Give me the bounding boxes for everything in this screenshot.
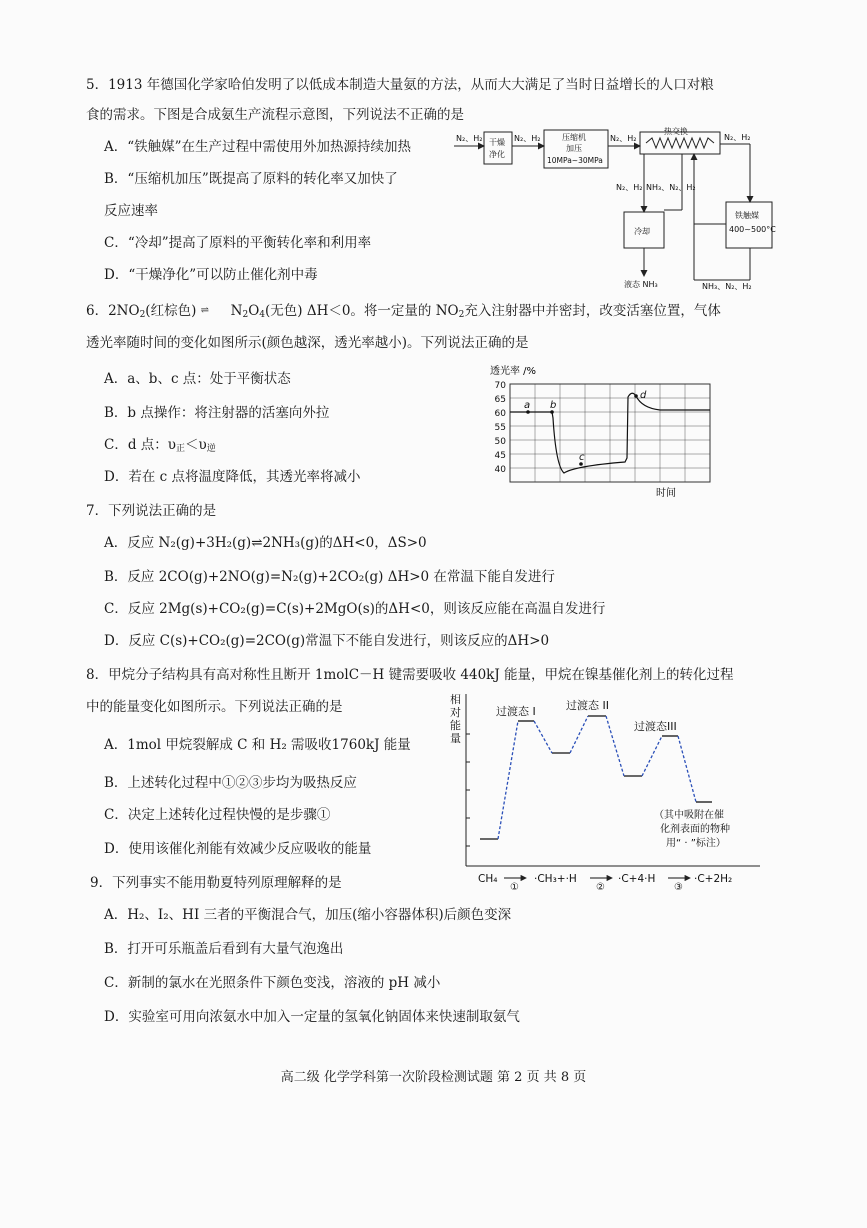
species-c-2h2: ·C+2H₂	[694, 873, 733, 885]
path-step2-down	[606, 716, 624, 776]
ytick: 70	[494, 381, 506, 391]
species-ch4: CH₄	[478, 873, 498, 885]
species-c-4h: ·C+4·H	[618, 873, 656, 885]
point-d-label: d	[640, 390, 647, 401]
ytick: 65	[494, 395, 506, 405]
mix-down-label: NH₃、N₂、H₂	[646, 183, 696, 192]
dryer-label-1: 干燥	[489, 138, 505, 147]
path-step2-up	[570, 716, 588, 753]
q6-stem-part: O	[248, 303, 260, 319]
step-3-marker: ③	[674, 882, 683, 890]
q6-stem-part: N	[230, 303, 243, 319]
q5-option-c: C．“冷却”提高了原料的平衡转化率和利用率	[104, 235, 372, 251]
q6-c-sub: 逆	[206, 444, 216, 454]
heat-exchanger-label: 热交换	[664, 127, 688, 136]
equilibrium-arrow: ⇌	[200, 305, 210, 316]
path-step3-up	[642, 736, 662, 776]
energy-ylabel-2: 对	[450, 706, 461, 719]
energy-ylabel-3: 能	[450, 719, 461, 732]
q6-option-c	[104, 436, 216, 458]
q6-stem-line2: 透光率随时间的变化如图所示(颜色越深，透光率越小)。下列说法正确的是	[86, 335, 529, 351]
chart-xlabel: 时间	[656, 488, 676, 499]
species-ch3-h: ·CH₃+·H	[534, 873, 577, 885]
path-step1-down	[534, 721, 552, 753]
q6-stem-part: 6．2NO	[86, 303, 140, 319]
hx-out-label: N₂、H₂	[724, 133, 751, 142]
q6-stem-part: 充入注射器中并密封，改变活塞位置，气体	[464, 303, 721, 319]
ytick: 40	[494, 465, 506, 475]
liquid-ammonia-label: 液态 NH₃	[624, 280, 658, 289]
energy-ylabel-4: 量	[450, 732, 461, 745]
feed-label: N₂、H₂	[456, 134, 483, 143]
q6-c-part: ＜υ	[185, 437, 207, 453]
ytick: 50	[494, 437, 506, 447]
transmittance-chart	[480, 362, 720, 502]
ytick: 45	[494, 451, 506, 461]
ytick: 60	[494, 409, 506, 419]
q8-option-d: D．使用该催化剂能有效减少反应吸收的能量	[104, 841, 372, 857]
q6-option-a: A．a、b、c 点：处于平衡状态	[104, 371, 291, 387]
path-step3-down	[678, 736, 696, 802]
recycle-label: N₂、H₂	[616, 183, 643, 192]
q5-stem-line1: 5．1913 年德国化学家哈伯发明了以低成本制造大量氨的方法，从而大大满足了当时日益增长的人口对粮	[86, 77, 714, 93]
q7-option-b: B．反应 2CO(g)+2NO(g)=N₂(g)+2CO₂(g) ΔH>0 在常温下能自发进行	[104, 569, 555, 585]
cooler-label: 冷却	[634, 227, 650, 236]
q9-option-b: B．打开可乐瓶盖后看到有大量气泡逸出	[104, 941, 344, 957]
q5-stem-line2: 食的需求。下图是合成氨生产流程示意图，下列说法不正确的是	[86, 107, 464, 123]
q6-option-b: B．b 点操作：将注射器的活塞向外拉	[104, 405, 330, 421]
step-2-marker: ②	[596, 882, 605, 890]
ts3-label: 过渡态III	[634, 720, 677, 733]
compressor-out-label: N₂、H₂	[610, 134, 637, 143]
note-line2: 化剂表面的物种	[660, 824, 730, 835]
q8-option-a: A．1mol 甲烷裂解成 C 和 H₂ 需吸收1760kJ 能量	[104, 737, 411, 753]
q8-stem-line1: 8．甲烷分子结构具有高对称性且断开 1molC－H 键需要吸收 440kJ 能量，甲烷在镍基催化剂上的转化过程	[86, 667, 734, 683]
note-line1: （其中吸附在催	[654, 810, 724, 821]
energy-ylabel-1: 相	[450, 693, 461, 706]
point-d-marker	[634, 394, 638, 398]
catalyst-temp: 400~500°C	[729, 225, 776, 234]
q9-option-d: D．实验室可用向浓氨水中加入一定量的氢氧化钠固体来快速制取氨气	[104, 1009, 520, 1025]
reactor-out-label: NH₃、N₂、H₂	[702, 282, 752, 291]
q8-option-c: C．决定上述转化过程快慢的是步骤①	[104, 807, 331, 823]
q9-option-a: A．H₂、I₂、HI 三者的平衡混合气，加压(缩小容器体积)后颜色变深	[104, 907, 512, 923]
step-1-marker: ①	[510, 882, 519, 890]
catalyst-label: 铁触媒	[735, 211, 759, 220]
q6-stem-part: (无色) ΔH＜0。将一定量的 NO	[265, 303, 459, 319]
compressor-pressure: 10MPa~30MPa	[547, 156, 603, 165]
q5-option-a: A．“铁触媒”在生产过程中需使用外加热源持续加热	[104, 139, 412, 155]
compressor-label-2: 加压	[566, 144, 582, 153]
q6-option-d: D．若在 c 点将温度降低，其透光率将减小	[104, 469, 361, 485]
q5-option-b-line2: 反应速率	[104, 203, 158, 219]
q5-option-d: D．“干燥净化”可以防止催化剂中毒	[104, 267, 318, 283]
dryer-label-2: 净化	[489, 150, 505, 159]
q7-option-c: C．反应 2Mg(s)+CO₂(g)=C(s)+2MgO(s)的ΔH<0，则该反应能在高温自发进行	[104, 601, 606, 617]
q6-c-part: C．d 点：υ	[104, 437, 176, 453]
q6-c-sub: 正	[175, 444, 185, 454]
q9-option-c: C．新制的氯水在光照条件下颜色变浅，溶液的 pH 减小	[104, 975, 441, 991]
q9-stem: 9．下列事实不能用勒夏特列原理解释的是	[90, 875, 342, 891]
q8-stem-line2: 中的能量变化如图所示。下列说法正确的是	[86, 699, 343, 715]
point-a-label: a	[524, 400, 531, 411]
path-step1-up	[498, 721, 518, 839]
chart-ylabel: 透光率 /%	[490, 366, 537, 377]
point-b-label: b	[550, 400, 557, 411]
q7-option-a: A．反应 N₂(g)+3H₂(g)⇌2NH₃(g)的ΔH<0，ΔS>0	[104, 535, 427, 551]
ts1-label: 过渡态 I	[496, 705, 536, 718]
ts2-label: 过渡态 II	[566, 699, 609, 712]
q6-stem-part: (红棕色)	[145, 303, 197, 319]
point-c-label: c	[579, 452, 585, 463]
q7-option-d: D．反应 C(s)+CO₂(g)=2CO(g)常温下不能自发进行，则该反应的ΔH>0	[104, 633, 550, 649]
ytick: 55	[494, 423, 506, 433]
q5-option-b-line1: B．“压缩机加压”既提高了原料的转化率又加快了	[104, 171, 398, 187]
ammonia-process-diagram	[450, 124, 780, 294]
compressor-label-1: 压缩机	[562, 133, 586, 142]
page-footer: 高二级 化学学科第一次阶段检测试题 第 2 页 共 8 页	[280, 1070, 587, 1085]
q6-stem-line1: 6．$2NO_2$(红棕色) ⇌ $N_2O_4$(无色) ΔH＜0。将一定量的 $NO_2$充入注射器中并密封，改变活塞位置，气体	[86, 303, 721, 320]
note-line3: 用“ · ”标注）	[666, 838, 726, 849]
dryer-out-label: N₂、H₂	[514, 134, 541, 143]
q7-stem: 7．下列说法正确的是	[86, 503, 217, 519]
energy-profile-diagram	[440, 690, 770, 890]
q8-option-b: B．上述转化过程中①②③步均为吸热反应	[104, 775, 357, 791]
